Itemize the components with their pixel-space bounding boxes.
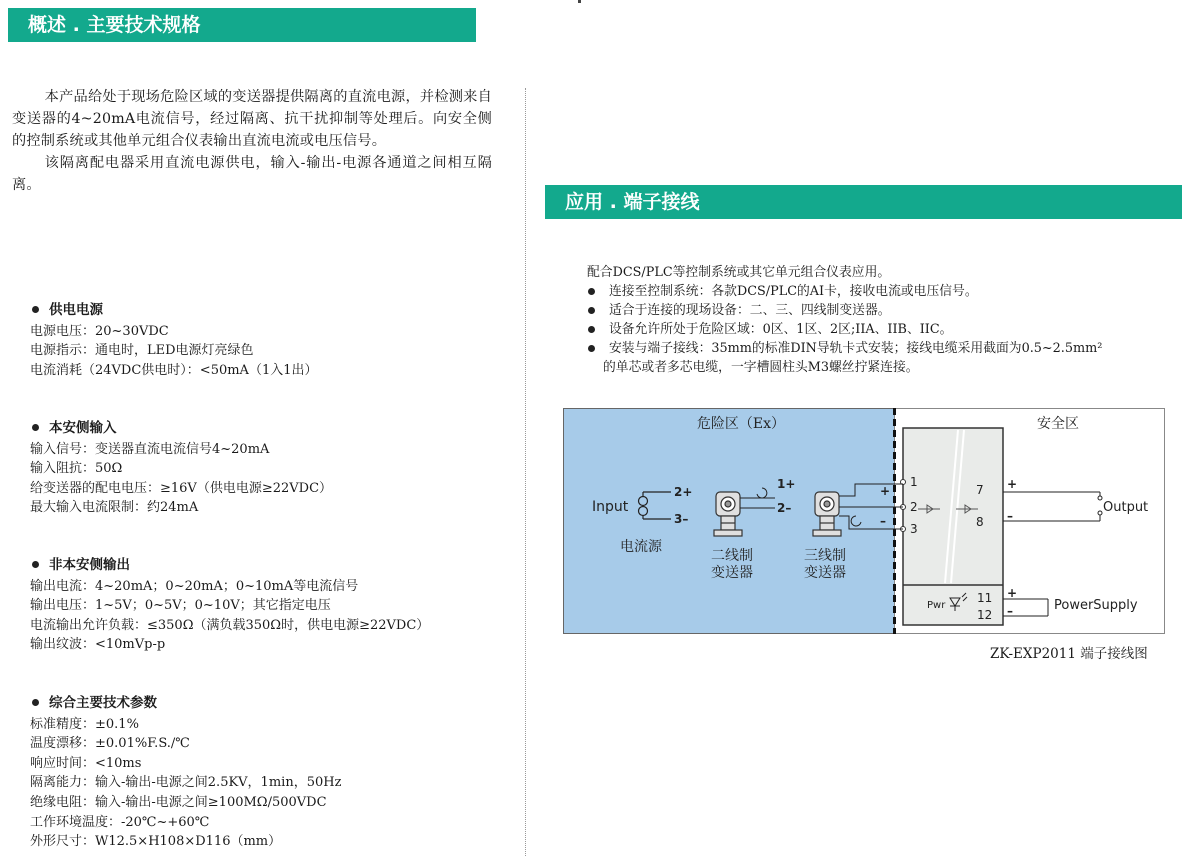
intro-paragraph-1: 本产品给处于现场危险区域的变送器提供隔离的直流电源，并检测来自变送器的4~20mA电流信号，经过隔离、抗干扰抑制等处理后。向安全侧的控制系统或其他单元组合仪表输出直流电流或电压信号。 xyxy=(12,89,492,149)
hazard-zone-label: 危险区（Ex） xyxy=(696,416,786,432)
bullet-dot xyxy=(32,424,39,431)
application-bullet: 连接至控制系统：各款DCS/PLC的AI卡，接收电流或电压信号。 xyxy=(587,282,1177,301)
three-wire-plus-sign: + xyxy=(880,484,891,498)
bullet-dot xyxy=(32,561,39,568)
spec-line: 电源指示：通电时，LED电源灯亮绿色 xyxy=(30,343,254,359)
output-minus-sign: – xyxy=(1007,509,1013,523)
two-wire-label-2: 变送器 xyxy=(711,565,753,581)
two-wire-label-1: 二线制 xyxy=(711,548,753,564)
overview-intro xyxy=(12,86,492,196)
power-minus-sign: – xyxy=(1007,604,1013,618)
bullet-dot xyxy=(32,699,39,706)
three-wire-minus-sign: – xyxy=(880,514,886,528)
two-wire-transmitter-icon xyxy=(714,492,742,536)
application-bullet: 安装与端子接线：35mm的标准DIN导轨卡式安装；接线电缆采用截面为0.5~2.5mm² xyxy=(587,339,1177,358)
spec-heading: 综合主要技术参数 xyxy=(49,695,157,711)
spec-line: 工作环境温度：-20℃~+60℃ xyxy=(30,814,210,830)
three-wire-label-1: 三线制 xyxy=(804,548,846,564)
spec-line: 给变送器的配电电压：≥16V（供电电源≥22VDC） xyxy=(30,480,333,496)
wiring-diagram xyxy=(563,408,1166,634)
three-wire-transmitter-icon xyxy=(813,492,841,536)
three-wire-label-2: 变送器 xyxy=(804,565,846,581)
spec-line: 电源电压：20~30VDC xyxy=(30,323,169,339)
spec-line: 绝缘电阻：输入-输出-电源之间≥100MΩ/500VDC xyxy=(30,794,327,810)
spec-line: 外形尺寸：W12.5×H108×D116（mm） xyxy=(30,834,282,850)
spec-line: 输入阻抗：50Ω xyxy=(30,461,123,477)
spec-non-is-output xyxy=(30,556,510,655)
output-label: Output xyxy=(1103,500,1149,515)
intro-paragraph-2: 该隔离配电器采用直流电源供电，输入-输出-电源各通道之间相互隔离。 xyxy=(12,155,492,193)
overview-title-banner: 概述 . 主要技术规格 xyxy=(8,8,476,42)
spec-general-params xyxy=(30,694,510,852)
terminal-7-label: 7 xyxy=(976,483,984,497)
safe-zone-label: 安全区 xyxy=(1037,416,1079,432)
spec-heading: 非本安侧输出 xyxy=(49,557,130,573)
output-plus-sign: + xyxy=(1007,477,1018,491)
source-plus-terminal: 2+ xyxy=(674,485,693,499)
spec-line: 电流输出允许负载：≤350Ω（满负载350Ω时，供电电源≥22VDC） xyxy=(30,617,430,633)
spec-line: 响应时间：<10ms xyxy=(30,755,142,771)
application-text xyxy=(587,263,1177,377)
application-title-banner: 应用 . 端子接线 xyxy=(545,185,1182,219)
top-mark xyxy=(578,0,581,3)
spec-line: 最大输入电流限制：约24mA xyxy=(30,500,199,516)
output-terminal-plus xyxy=(1098,496,1102,500)
diagram-caption: ZK-EXP2011 端子接线图 xyxy=(990,646,1148,662)
terminal-3-label: 3 xyxy=(910,522,918,536)
terminal-1-label: 1 xyxy=(910,475,918,489)
spec-power-supply xyxy=(30,301,510,380)
application-bullet-continuation: 的单芯或者多芯电缆，一字槽圆柱头M3螺丝拧紧连接。 xyxy=(603,360,919,375)
application-intro: 配合DCS/PLC等控制系统或其它单元组合仪表应用。 xyxy=(587,265,891,280)
spec-line: 温度漂移：±0.01%F.S./℃ xyxy=(30,736,190,752)
application-bullet: 适合于连接的现场设备：二、三、四线制变送器。 xyxy=(587,301,1177,320)
spec-line: 电流消耗（24VDC供电时）：<50mA（1入1出） xyxy=(30,362,318,378)
column-divider xyxy=(525,88,526,856)
pwr-label: Pwr xyxy=(927,600,946,611)
spec-line: 标准精度：±0.1% xyxy=(30,716,139,732)
output-terminal-minus xyxy=(1098,511,1102,515)
spec-is-input xyxy=(30,419,510,518)
terminal-8-label: 8 xyxy=(976,515,984,529)
spec-line: 输出电压：1~5V；0~5V；0~10V；其它指定电压 xyxy=(30,598,331,614)
spec-line: 输入信号：变送器直流电流信号4~20mA xyxy=(30,441,270,457)
spec-line: 输出电流：4~20mA；0~20mA；0~10mA等电流信号 xyxy=(30,578,359,594)
terminal-2-label: 2 xyxy=(910,500,918,514)
spec-heading: 本安侧输入 xyxy=(49,420,117,436)
power-supply-label: PowerSupply xyxy=(1054,598,1138,613)
input-label: Input xyxy=(592,499,629,515)
current-source-label: 电流源 xyxy=(620,539,662,555)
terminal-11-label: 11 xyxy=(977,591,993,605)
spec-heading: 供电电源 xyxy=(49,302,103,318)
source-minus-terminal: 3– xyxy=(674,512,689,526)
spec-line: 隔离能力：输入-输出-电源之间2.5KV，1min，50Hz xyxy=(30,775,342,791)
power-plus-sign: + xyxy=(1007,586,1018,600)
two-wire-minus-terminal: 2– xyxy=(777,501,792,515)
terminal-12-label: 12 xyxy=(977,608,993,622)
spec-line: 输出纹波：<10mVp-p xyxy=(30,637,166,653)
two-wire-plus-terminal: 1+ xyxy=(777,477,796,491)
bullet-dot xyxy=(32,306,39,313)
application-bullet: 设备允许所处于危险区域：0区、1区、2区;IIA、IIB、IIC。 xyxy=(587,320,1177,339)
